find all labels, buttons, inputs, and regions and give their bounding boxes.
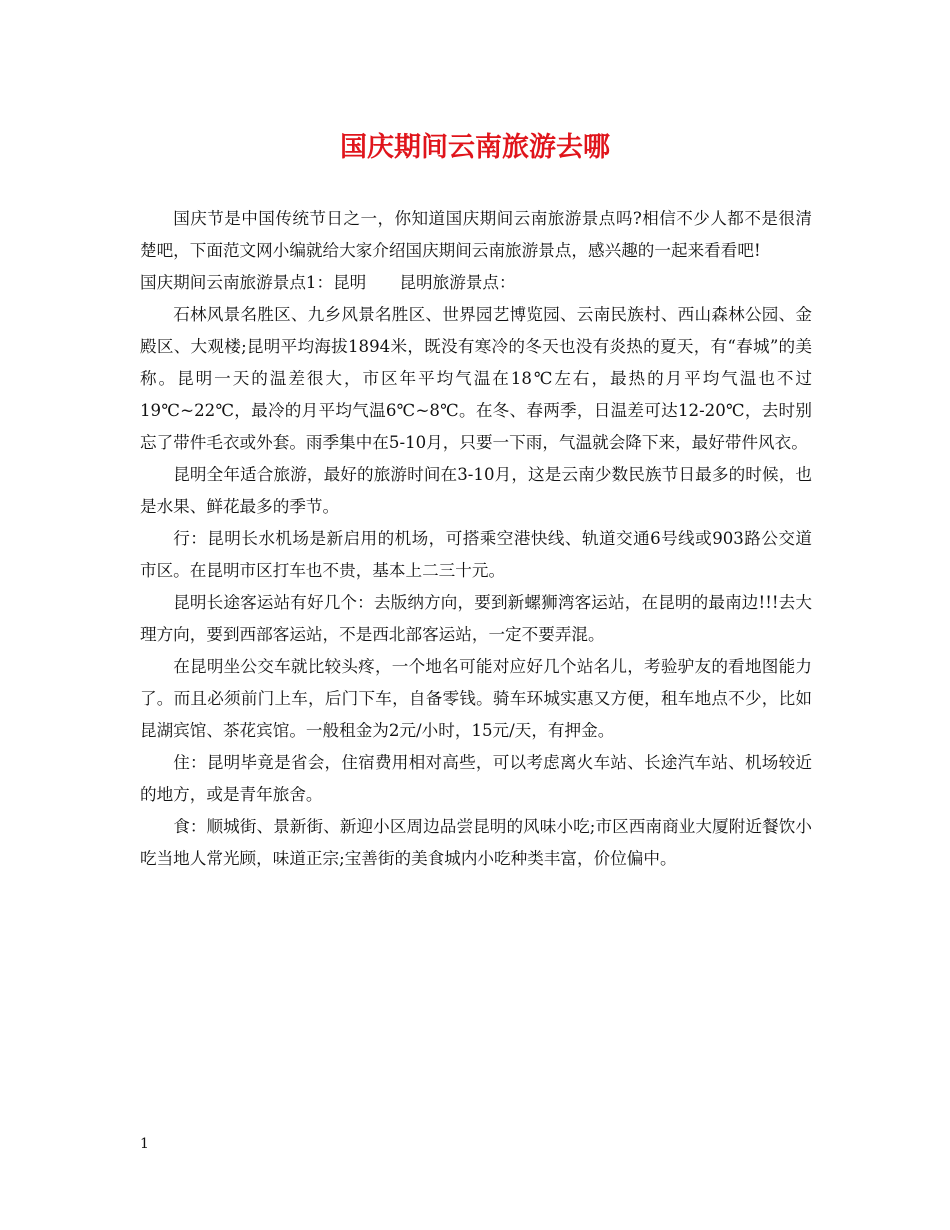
paragraph-food: 食：顺城街、景新街、新迎小区周边品尝昆明的风味小吃;市区西南商业大厦附近餐饮小吃当地人常光顾，味道正宗;宝善街的美食城内小吃种类丰富，价位偏中。 <box>140 817 812 868</box>
document-body <box>140 203 812 875</box>
paragraph-accommodation: 住：昆明毕竟是省会，住宿费用相对高些，可以考虑离火车站、长途汽车站、机场较近的地方，或是青年旅舍。 <box>140 753 812 804</box>
paragraph-transport: 行：昆明长水机场是新启用的机场，可搭乘空港快线、轨道交通6号线或903路公交道市区。在昆明市区打车也不贵，基本上二三十元。 <box>140 529 812 580</box>
paragraph-bus-stations: 昆明长途客运站有好几个：去版纳方向，要到新螺狮湾客运站，在昆明的最南边!!!去大理方向，要到西部客运站，不是西北部客运站，一定不要弄混。 <box>140 593 812 644</box>
paragraph-intro: 国庆节是中国传统节日之一，你知道国庆期间云南旅游景点吗?相信不少人都不是很清楚吧，下面范文网小编就给大家介绍国庆期间云南旅游景点，感兴趣的一起来看看吧! <box>140 209 812 260</box>
paragraph-section-heading: 国庆期间云南旅游景点1：昆明 昆明旅游景点： <box>140 273 516 292</box>
page-number: 1 <box>140 1136 149 1152</box>
paragraph-best-time: 昆明全年适合旅游，最好的旅游时间在3-10月，这是云南少数民族节日最多的时候，也是水果、鲜花最多的季节。 <box>140 465 812 516</box>
paragraph-kunming-attractions: 石林风景名胜区、九乡风景名胜区、世界园艺博览园、云南民族村、西山森林公园、金殿区、大观楼;昆明平均海拔1894米，既没有寒冷的冬天也没有炎热的夏天，有“春城”的美称。昆明一天的温差很大，市区年平均气温在18℃左右，最热的月平均气温也不过19℃~22℃，最冷的月平均气温6℃~8℃。在冬、春两季，日温差可达12-20℃，去时别忘了带件毛衣或外套。雨季集中在5-10月，只要一下雨，气温就会降下来，最好带件风衣。 <box>140 305 812 452</box>
paragraph-city-bus: 在昆明坐公交车就比较头疼，一个地名可能对应好几个站名儿，考验驴友的看地图能力了。而且必须前门上车，后门下车，自备零钱。骑车环城实惠又方便，租车地点不少，比如昆湖宾馆、茶花宾馆。一般租金为2元/小时，15元/天，有押金。 <box>140 657 812 740</box>
document-title: 国庆期间云南旅游去哪 <box>340 132 610 163</box>
